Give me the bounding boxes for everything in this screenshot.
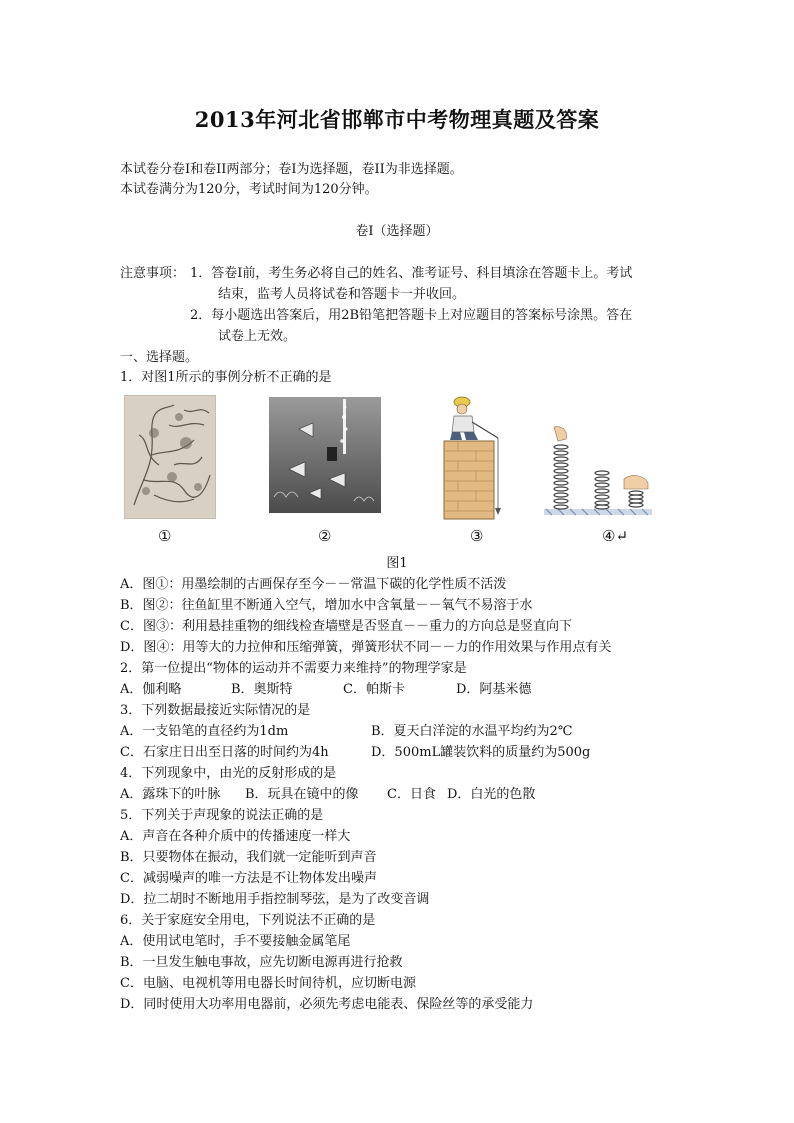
page-title: 2013年河北省邯郸市中考物理真题及答案 xyxy=(194,107,600,132)
q6-option-b: B．一旦发生触电事故，应先切断电源再进行抢救 xyxy=(120,955,403,970)
q1-option-c: C．图③：利用悬挂重物的细线检查墙壁是否竖直－－重力的方向总是竖直向下 xyxy=(120,619,572,634)
note-2-line-1: 2．每小题选出答案后，用2B铅笔把答题卡上对应题目的答案标号涂黑。答在 xyxy=(190,308,633,323)
wall-plumb-line-figure xyxy=(438,396,506,522)
q6-stem: 6．关于家庭安全用电，下列说法不正确的是 xyxy=(120,913,376,928)
q6-option-a: A．使用试电笔时，手不要接触金属笔尾 xyxy=(120,934,351,949)
q4-option-c: C．日食 xyxy=(387,787,436,802)
q4-stem: 4．下列现象中，由光的反射形成的是 xyxy=(120,766,337,781)
q3-option-b: B．夏天白洋淀的水温平均约为2℃ xyxy=(371,724,573,739)
q2-option-d: D．阿基米德 xyxy=(456,682,532,697)
q5-option-a: A．声音在各种介质中的传播速度一样大 xyxy=(120,829,351,844)
q3-option-a: A．一支铅笔的直径约为1dm xyxy=(120,724,289,739)
q4-option-b: B．玩具在镜中的像 xyxy=(245,787,359,802)
q6-option-d: D．同时使用大功率用电器前，必须先考虑电能表、保险丝等的承受能力 xyxy=(120,997,534,1012)
intro-line-2: 本试卷满分为120分，考试时间为120分钟。 xyxy=(120,182,378,197)
q1-option-a: A．图①：用墨绘制的古画保存至今－－常温下碳的化学性质不活泼 xyxy=(120,577,507,592)
q5-option-d: D．拉二胡时不断地用手指控制琴弦，是为了改变音调 xyxy=(120,892,430,907)
ancient-painting-figure xyxy=(124,395,216,519)
q5-option-c: C．减弱噪声的唯一方法是不让物体发出噪声 xyxy=(120,871,377,886)
figure-caption: 图1 xyxy=(386,556,408,571)
figure-label-3: ③ xyxy=(470,527,484,545)
figure-label-4: ④↵ xyxy=(602,527,629,545)
section-title: 卷Ⅰ（选择题） xyxy=(355,224,439,239)
note-2-line-2: 试卷上无效。 xyxy=(218,329,297,344)
note-1-line-2: 结束，监考人员将试卷和答题卡一并收回。 xyxy=(218,287,466,302)
q2-option-c: C．帕斯卡 xyxy=(343,682,405,697)
springs-figure xyxy=(544,425,652,519)
q2-stem: 2．第一位提出“物体的运动并不需要力来维持”的物理学家是 xyxy=(120,661,467,676)
note-1-line-1: 1．答卷Ⅰ前，考生务必将自己的姓名、准考证号、科目填涂在答题卡上。考试 xyxy=(190,266,633,281)
fish-tank-figure xyxy=(269,397,381,513)
q5-option-b: B．只要物体在振动，我们就一定能听到声音 xyxy=(120,850,377,865)
q2-option-b: B．奥斯特 xyxy=(231,682,293,697)
q5-stem: 5．下列关于声现象的说法正确的是 xyxy=(120,808,324,823)
q4-option-d: D．白光的色散 xyxy=(447,787,536,802)
figure-label-2: ② xyxy=(318,527,332,545)
q1-option-b: B．图②：往鱼缸里不断通入空气，增加水中含氧量－－氧气不易溶于水 xyxy=(120,598,533,613)
part-heading: 一、选择题。 xyxy=(120,350,199,365)
q3-option-d: D．500mL罐装饮料的质量约为500g xyxy=(371,745,591,760)
q1-stem: 1．对图1所示的事例分析不正确的是 xyxy=(120,370,332,385)
q2-option-a: A．伽利略 xyxy=(120,682,182,697)
notes-label: 注意事项： xyxy=(120,266,186,281)
q4-option-a: A．露珠下的叶脉 xyxy=(120,787,221,802)
q6-option-c: C．电脑、电视机等用电器长时间待机，应切断电源 xyxy=(120,976,416,991)
q3-stem: 3．下列数据最接近实际情况的是 xyxy=(120,703,311,718)
figure-label-1: ① xyxy=(158,527,172,545)
q3-option-c: C．石家庄日出至日落的时间约为4h xyxy=(120,745,329,760)
q1-option-d: D．图④：用等大的力拉伸和压缩弹簧，弹簧形状不同－－力的作用效果与作用点有关 xyxy=(120,640,612,655)
intro-line-1: 本试卷分卷Ⅰ和卷II两部分；卷Ⅰ为选择题，卷II为非选择题。 xyxy=(120,162,463,177)
